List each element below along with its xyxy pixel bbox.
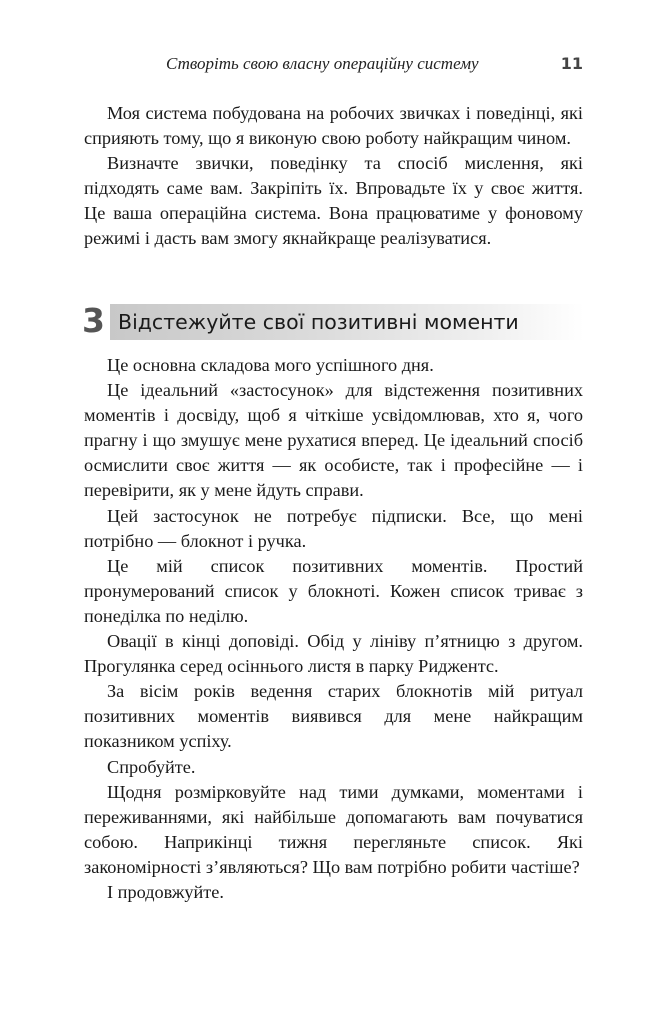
section-heading xyxy=(82,299,584,343)
paragraph: Цей застосунок не потребує підписки. Все, що мені потрібно — блокнот і ручка. xyxy=(84,505,583,551)
paragraph: Це основна складова мого успішного дня. xyxy=(107,355,434,375)
paragraph: Щодня розмірковуйте над тими думками, моментами і переживаннями, які найбільше допомагають вам почуватися собою. Наприкінці тижня перегляньте список. Які закономірності з’являються? Що вам потрібно робити частіше? xyxy=(84,781,583,877)
paragraph: Спробуйте. xyxy=(107,756,196,777)
paragraph: За вісім років ведення старих блокнотів мій ритуал позитивних моментів виявився для мене найкращим показником успіху. xyxy=(84,681,583,752)
section-text xyxy=(84,353,583,905)
section-title: Відстежуйте свої позитивні моменти xyxy=(118,310,519,334)
running-header xyxy=(84,52,583,76)
paragraph: Це ідеальний «застосунок» для відстеження позитивних моментів і досвіду, щоб я чіткіше усвідомлював, хто я, чого прагну і що змушує мене рухатися вперед. Це ідеальний спосіб осмислити своє життя — як особисте, так і професійне — і перевірити, як у мене йдуть справи. xyxy=(84,380,583,501)
paragraph: І продовжуйте. xyxy=(107,881,224,902)
paragraph: Моя система побудована на робочих звичках і поведінці, які сприяють тому, що я виконую свою роботу найкращим чином. xyxy=(84,103,583,149)
paragraph: Це мій список позитивних моментів. Простий пронумерований список у блокноті. Кожен список триває з понеділка по неділю. xyxy=(84,555,583,626)
paragraph: Визначте звички, поведінку та спосіб мислення, які підходять саме вам. Закріпіть їх. Впровадьте їх у своє життя. Це ваша операційна система. Вона працюватиме у фоновому режимі і дасть вам змогу якнайкраще реалізуватися. xyxy=(84,153,583,249)
intro-text xyxy=(84,101,583,252)
paragraph: Овації в кінці доповіді. Обід у лініву п’ятницю з другом. Прогулянка серед осіннього листя в парку Риджентс. xyxy=(84,631,583,677)
section-number: 3 xyxy=(82,301,105,340)
page-number: 11 xyxy=(560,54,583,73)
running-title: Створіть свою власну операційну систему xyxy=(166,54,479,73)
